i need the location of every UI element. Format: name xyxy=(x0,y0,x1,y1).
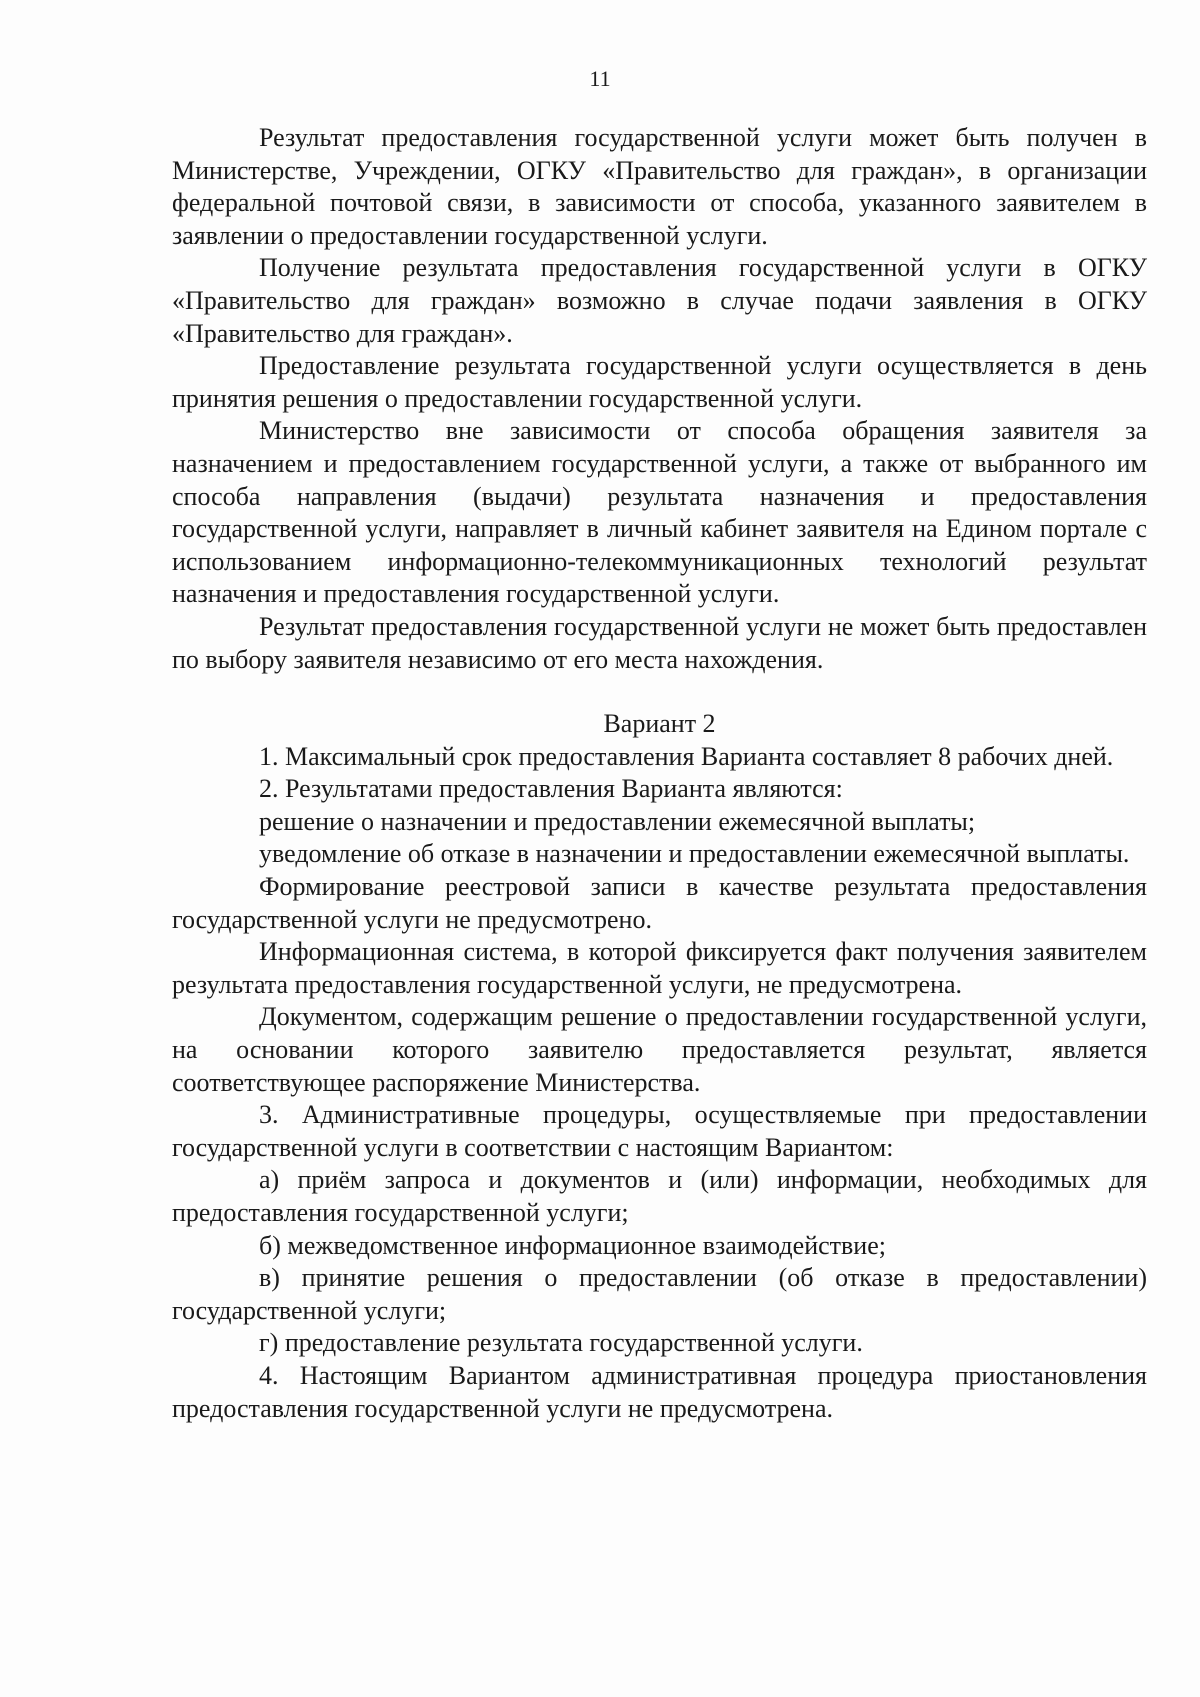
paragraph: 2. Результатами предоставления Варианта являются: xyxy=(259,774,843,804)
section-title: Вариант 2 xyxy=(603,709,716,739)
paragraph: 1. Максимальный срок предоставления Варианта составляет 8 рабочих дней. xyxy=(259,741,1114,771)
paragraph: 3. Административные процедуры, осуществляемые при предоставлении государственной услуги в соответствии с настоящим Вариантом: xyxy=(172,1100,1147,1162)
paragraph: Результат предоставления государственной услуги не может быть предоставлен по выбору заявителя независимо от его места нахождения. xyxy=(172,611,1147,674)
list-item: в) принятие решения о предоставлении (об отказе в предоставлении) государственной услуги; xyxy=(172,1263,1147,1325)
paragraph: Получение результата предоставления государственной услуги в ОГКУ «Правительство для граждан» возможно в случае подачи заявления в ОГКУ «Правительство для граждан». xyxy=(172,253,1147,348)
list-item: б) межведомственное информационное взаимодействие; xyxy=(259,1230,886,1260)
paragraph: Предоставление результата государственной услуги осуществляется в день принятия решения о предоставлении государственной услуги. xyxy=(172,351,1147,413)
page-number: 11 xyxy=(589,66,611,91)
paragraph: 4. Настоящим Вариантом административная процедура приостановления предоставления государственной услуги не предусмотрена. xyxy=(172,1360,1147,1423)
paragraph: Результат предоставления государственной услуги может быть получен в Министерстве, Учреждении, ОГКУ «Правительство для граждан», в организации федеральной почтовой связи, в зависимости от способа, указанного заявителем в заявлении о предоставлении государственной услуги. xyxy=(172,123,1147,250)
paragraph: Документом, содержащим решение о предоставлении государственной услуги, на основании которого заявителю предоставляется результат, является соответствующее распоряжение Министерства. xyxy=(172,1002,1147,1097)
list-item: а) приём запроса и документов и (или) информации, необходимых для предоставления государственной услуги; xyxy=(172,1165,1147,1227)
paragraph: Формирование реестровой записи в качестве результата предоставления государственной услуги не предусмотрено. xyxy=(172,872,1147,934)
list-item: г) предоставление результата государственной услуги. xyxy=(259,1328,863,1358)
paragraph: Министерство вне зависимости от способа обращения заявителя за назначением и предоставлением государственной услуги, а также от выбранного им способа направления (выдачи) результата назначения и предоставления государственной услуги, направляет в личный кабинет заявителя на Едином портале с использованием информационно-телекоммуникационных технологий результат назначения и предоставления государственной услуги. xyxy=(172,416,1147,609)
paragraph: уведомление об отказе в назначении и предоставлении ежемесячной выплаты. xyxy=(259,839,1130,869)
document-body xyxy=(172,122,1147,1425)
paragraph: решение о назначении и предоставлении ежемесячной выплаты; xyxy=(259,806,976,836)
paragraph: Информационная система, в которой фиксируется факт получения заявителем результата предоставления государственной услуги, не предусмотрена. xyxy=(172,937,1147,999)
